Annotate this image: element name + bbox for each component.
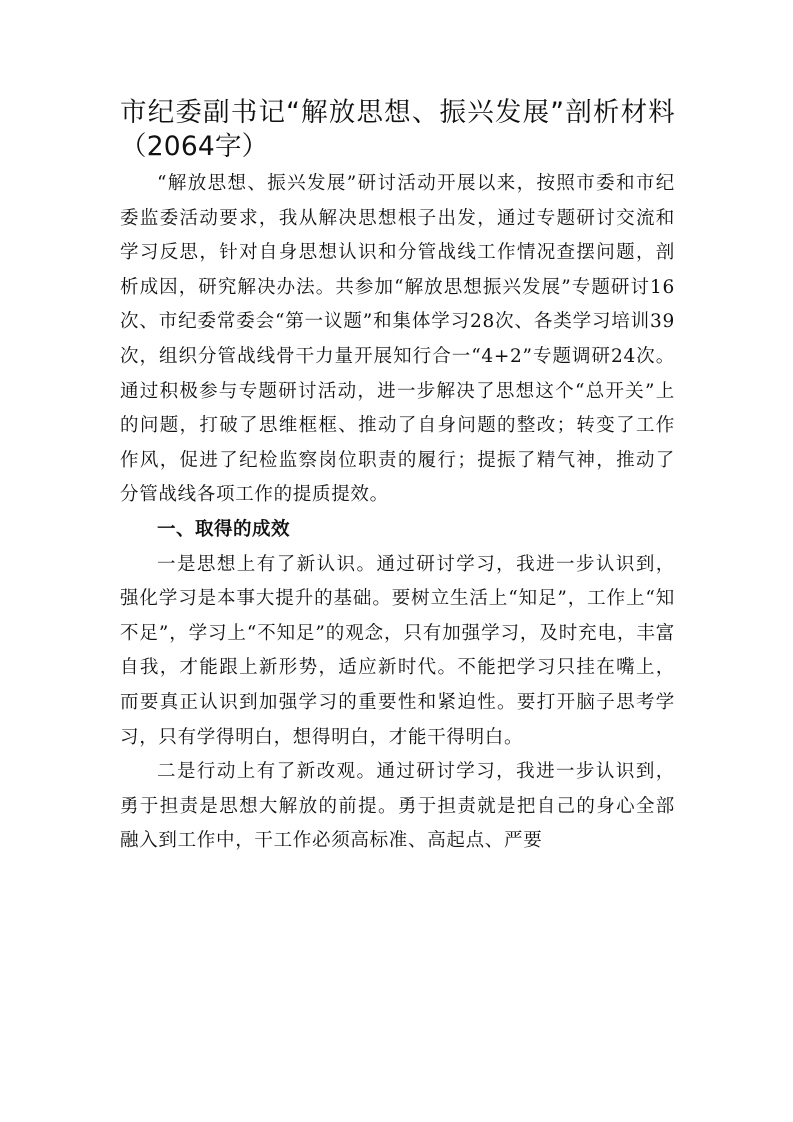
document-title: 市纪委副书记“解放思想、振兴发展”剖析材料（2064字）	[120, 97, 675, 162]
document-body	[120, 96, 675, 859]
title-block	[120, 96, 675, 164]
body-paragraph-2: 二是行动上有了新改观。通过研讨学习，我进一步认识到，勇于担责是思想大解放的前提。勇于担责就是把自己的身心全部融入到工作中，干工作必须高标准、高起点、严要	[120, 761, 675, 852]
intro-paragraph: “解放思想、振兴发展”研讨活动开展以来，按照市委和市纪委监委活动要求，我从解决思想根子出发，通过专题研讨交流和学习反思，针对自身思想认识和分管战线工作情况查摆问题，剖析成因，研究解决办法。共参加“解放思想振兴发展”专题研讨16次、市纪委常委会“第一议题”和集体学习28次、各类学习培训39次，组织分管战线骨干力量开展知行合一“4+2”专题调研24次。通过积极参与专题研讨活动，进一步解决了思想这个“总开关”上的问题，打破了思维框框、推动了自身问题的整改；转变了工作作风，促进了纪检监察岗位职责的履行；提振了精气神，推动了分管战线各项工作的提质提效。	[120, 173, 675, 506]
section-heading: 一、取得的成效	[157, 518, 291, 540]
body-paragraph-1: 一是思想上有了新认识。通过研讨学习，我进一步认识到，强化学习是本事大提升的基础。要树立生活上“知足”，工作上“知不足”，学习上“不知足”的观念，只有加强学习，及时充电，丰富自我，才能跟上新形势，适应新时代。不能把学习只挂在嘴上，而要真正认识到加强学习的重要性和紧迫性。要打开脑子思考学习，只有学得明白，想得明白，才能干得明白。	[120, 553, 675, 748]
